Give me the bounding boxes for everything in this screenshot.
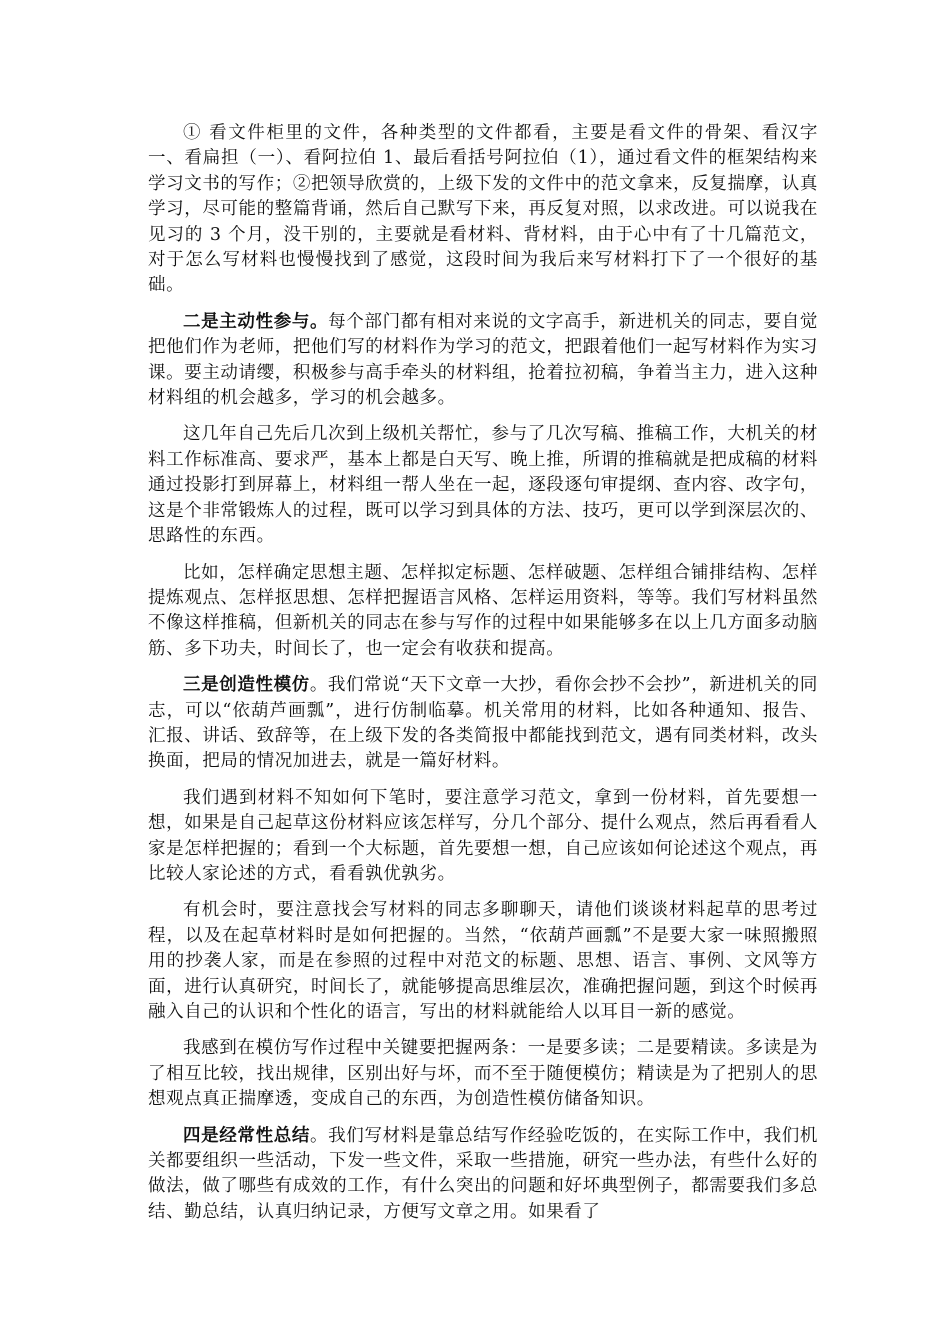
paragraph-7 <box>148 898 818 1025</box>
paragraph-8 <box>148 1036 818 1112</box>
paragraph-4 <box>148 561 818 663</box>
paragraph-1 <box>148 121 818 299</box>
paragraph-text: 。我们常说“天下文章一大抄，看你会抄不会抄”，新进机关的同志，可以“依葫芦画瓢”，进行仿制临摹。机关常用的材料，比如各种通知、报告、汇报、讲话、致辞等，在上级下发的各类简报中都能找到范文，遇有同类材料，改头换面，把局的情况加进去，就是一篇好材料。 <box>148 675 819 772</box>
paragraph-text: 。我们写材料是靠总结写作经验吃饭的，在实际工作中，我们机关都要组织一些活动，下发一些文件，采取一些措施，研究一些办法，有些什么好的做法，做了哪些有成效的工作，有什么突出的问题和好坏典型例子，都需要我们多总结、勤总结，认真归纳记录，方便写文章之用。如果看了 <box>148 1125 818 1222</box>
paragraph-3 <box>148 422 818 549</box>
paragraph-text: 每个部门都有相对来说的文字高手，新进机关的同志，要自觉把他们作为老师，把他们写的材料作为学习的范文，把跟着他们一起写材料作为实习课。要主动请缨，积极参与高手牵头的材料组，抢着拉初稿，争着当主力，进入这种材料组的机会越多，学习的机会越多。 <box>148 311 818 409</box>
paragraph-text: 有机会时，要注意找会写材料的同志多聊聊天，请他们谈谈材料起草的思考过程，以及在起草材料时是如何把握的。当然，“依葫芦画瓢”不是要大家一味照搬照用的抄袭人家，而是在参照的过程中对范文的标题、思想、语言、事例、文风等方面，进行认真研究，时间长了，就能够提高思维层次，准确把握问题，到这个时候再融入自己的认识和个性化的语言，写出的材料就能给人以耳目一新的感觉。 <box>148 900 818 1022</box>
paragraph-text: 比如，怎样确定思想主题、怎样拟定标题、怎样破题、怎样组合铺排结构、怎样提炼观点、怎样抠思想、怎样把握语言风格、怎样运用资料，等等。我们写材料虽然不像这样推稿，但新机关的同志在参与写作的过程中如果能够多在以上几方面多动脑筋、多下功夫，时间长了，也一定会有收获和提高。 <box>148 562 818 659</box>
paragraph-6 <box>148 786 818 888</box>
paragraph-5 <box>148 673 818 775</box>
paragraph-2 <box>148 310 818 412</box>
paragraph-text: ① 看文件柜里的文件，各种类型的文件都看，主要是看文件的骨架、看汉字一、看扁担（一）、看阿拉伯 1、最后看括号阿拉伯（1），通过看文件的框架结构来学习文书的写作；②把领导欣赏的，上级下发的文件中的范文拿来，反复揣摩，认真学习，尽可能的整篇背诵，然后自己默写下来，再反复对照，以求改进。可以说我在见习的 3 个月，没干别的，主要就是看材料、背材料，由于心中有了十几篇范文，对于怎么写材料也慢慢找到了感觉，这段时间为我后来写材料打下了一个很好的基础。 <box>148 123 818 296</box>
paragraph-lead: 三是创造性模仿 <box>183 675 310 696</box>
document-page <box>148 121 818 1236</box>
paragraph-text: 我感到在模仿写作过程中关键要把握两条：一是要多读；二是要精读。多读是为了相互比较，找出规律，区别出好与坏，而不至于随便模仿；精读是为了把别人的思想观点真正揣摩透，变成自己的东西，为创造性模仿储备知识。 <box>148 1038 818 1110</box>
paragraph-9 <box>148 1124 818 1226</box>
paragraph-text: 这几年自己先后几次到上级机关帮忙，参与了几次写稿、推稿工作，大机关的材料工作标准高、要求严，基本上都是白天写、晚上推，所谓的推稿就是把成稿的材料通过投影打到屏幕上，材料组一帮人坐在一起，逐段逐句审提纲、查内容、改字句，这是个非常锻炼人的过程，既可以学习到具体的方法、技巧，更可以学到深层次的、思路性的东西。 <box>148 424 818 547</box>
paragraph-lead: 四是经常性总结 <box>183 1125 311 1146</box>
paragraph-text: 我们遇到材料不知如何下笔时，要注意学习范文，拿到一份材料，首先要想一想，如果是自己起草这份材料应该怎样写，分几个部分、提什么观点，然后再看看人家是怎样把握的；看到一个大标题，首先要想一想，自己应该如何论述这个观点，再比较人家论述的方式，看看孰优孰劣。 <box>148 787 818 884</box>
paragraph-lead: 二是主动性参与。 <box>183 311 329 332</box>
